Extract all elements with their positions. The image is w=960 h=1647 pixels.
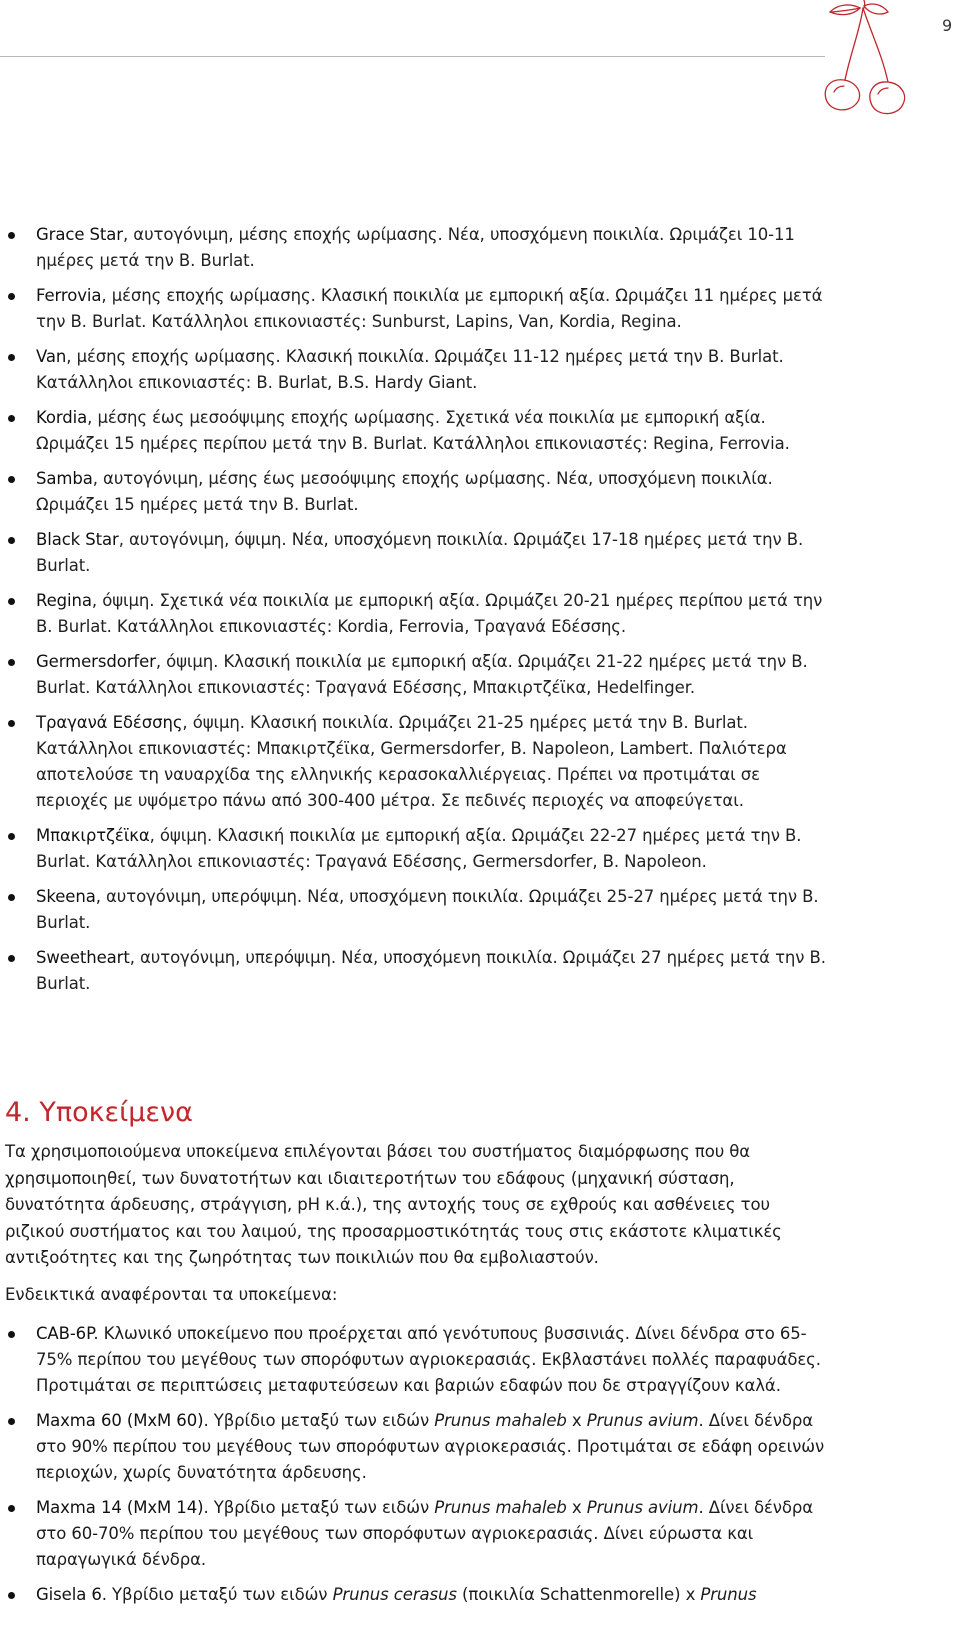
variety-desc: , αυτογόνιμη, μέσης εποχής ωρίμασης. Νέα, υποσχόμενη ποικιλία. Ωριμάζει 10-11 ημέρες μετά την B. Burlat. — [36, 225, 795, 270]
rootstock-section — [0, 1321, 836, 1617]
variety-name: Τραγανά Εδέσσης — [36, 713, 183, 732]
variety-name: Samba — [36, 469, 93, 488]
variety-desc: , μέσης έως μεσοόψιμης εποχής ωρίμασης. Σχετικά νέα ποικιλία με εμπορική αξία. Ωριμάζει 15 ημέρες περίπου μετά την B. Burlat. Κατάλληλοι επικονιαστές: Regina, Ferrovia. — [36, 408, 790, 453]
list-item — [8, 344, 836, 396]
rootstock-name: Gisela 6 — [36, 1585, 102, 1604]
section-title: 4. Υποκείμενα — [5, 1097, 193, 1128]
rootstock-desc: . Δίνει δένδρα στο 90% περίπου του μεγέθους των σπορόφυτων αγριοκερασιάς. Προτιμάται σε εδάφη ορεινών περιοχών, χωρίς δυνατότητα άρδευσης. — [36, 1411, 825, 1482]
rootstock-desc: . Υβρίδιο μεταξύ των ειδών — [203, 1498, 435, 1517]
list-item — [8, 710, 836, 814]
variety-desc: , όψιμη. Κλασική ποικιλία. Ωριμάζει 21-25 ημέρες μετά την B. Burlat. Κατάλληλοι επικονιαστές: Μπακιρτζέϊκα, Germersdorfer, B. Napoleon, Lambert. Παλιότερα αποτελούσε τη ναυαρχίδα της ελληνικής κερασοκαλλιέργειας. Πρέπει να προτιμάται σε περιοχές με υψόμετρο πάνω από 300-400 μέτρα. Σε πεδινές περιοχές να αποφεύγεται. — [36, 713, 787, 810]
variety-name: Van — [36, 347, 67, 366]
section-lead: Ενδεικτικά αναφέρονται τα υποκείμενα: — [5, 1285, 338, 1304]
list-item — [8, 1495, 836, 1573]
rootstock-desc: . Υβρίδιο μεταξύ των ειδών — [101, 1585, 333, 1604]
species-name: Prunus avium — [586, 1411, 699, 1430]
variety-desc: , μέσης εποχής ωρίμασης. Κλασική ποικιλία με εμπορική αξία. Ωριμάζει 11 ημέρες μετά την B. Burlat. Κατάλληλοι επικονιαστές: Sunburst, Lapins, Van, Kordia, Regina. — [36, 286, 823, 331]
cross-text: x — [566, 1498, 587, 1517]
list-item — [8, 283, 836, 335]
variety-desc: , αυτογόνιμη, όψιμη. Νέα, υποσχόμενη ποικιλία. Ωριμάζει 17-18 ημέρες μετά την B. Burlat. — [36, 530, 804, 575]
list-item — [8, 222, 836, 274]
rootstock-name: CAB-6P — [36, 1324, 94, 1343]
page-number: 9 — [942, 16, 953, 35]
list-item — [8, 884, 836, 936]
variety-name: Regina — [36, 591, 92, 610]
rootstock-desc: . Κλωνικό υποκείμενο που προέρχεται από γενότυπους βυσσινιάς. Δίνει δένδρα στο 65-75% περίπου του μεγέθους των σπορόφυτων αγριοκερασιάς. Εκβλαστάνει πολλές παραφυάδες. Προτιμάται σε περιπτώσεις μεταφυτεύσεων και βαριών εδαφών που δε στραγγίζουν καλά. — [36, 1324, 821, 1395]
variety-name: Grace Star — [36, 225, 123, 244]
rootstock-desc: . Υβρίδιο μεταξύ των ειδών — [203, 1411, 435, 1430]
species-name: Prunus mahaleb — [434, 1498, 567, 1517]
species-name: Prunus mahaleb — [434, 1411, 567, 1430]
variety-desc: , αυτογόνιμη, υπερόψιμη. Νέα, υποσχόμενη ποικιλία. Ωριμάζει 27 ημέρες μετά την B. Burlat. — [36, 948, 826, 993]
variety-desc: , αυτογόνιμη, υπερόψιμη. Νέα, υποσχόμενη ποικιλία. Ωριμάζει 25-27 ημέρες μετά την B. Burlat. — [36, 887, 819, 932]
list-item — [8, 1408, 836, 1486]
list-item — [8, 405, 836, 457]
variety-name: Skeena — [36, 887, 96, 906]
variety-name: Μπακιρτζέϊκα — [36, 826, 150, 845]
variety-desc: , όψιμη. Κλασική ποικιλία με εμπορική αξία. Ωριμάζει 22-27 ημέρες μετά την B. Burlat. Κατάλληλοι επικονιαστές: Τραγανά Εδέσσης, Germersdorfer, B. Napoleon. — [36, 826, 802, 871]
variety-desc: , όψιμη. Κλασική ποικιλία με εμπορική αξία. Ωριμάζει 21-22 ημέρες μετά την B. Burlat. Κατάλληλοι επικονιαστές: Τραγανά Εδέσσης, Μπακιρτζέϊκα, Hedelfinger. — [36, 652, 808, 697]
section-paragraph: Τα χρησιμοποιούμενα υποκείμενα επιλέγονται βάσει του συστήματος διαμόρφωσης που θα χρησιμοποιηθεί, των δυνατοτήτων και ιδιαιτεροτήτων του εδάφους (μηχανική σύσταση, δυνατότητα άρδευσης, στράγγιση, pH κ.ά.), της αντοχής τους σε εχθρούς και ασθένειες του ριζικού συστήματος και του λαιμού, της προσαρμοστικότητάς τους στις εκάστοτε κλιματικές αντιξοότητες και της ζωηρότητας των ποικιλιών που θα εμβολιαστούν. — [5, 1142, 782, 1267]
variety-section — [0, 222, 960, 1006]
list-item — [8, 1321, 836, 1399]
list-item — [8, 466, 836, 518]
header-rule — [0, 56, 825, 57]
variety-name: Germersdorfer — [36, 652, 156, 671]
rootstock-name: Maxma 14 (MxM 14) — [36, 1498, 204, 1517]
species-name: Prunus — [700, 1585, 757, 1604]
list-item — [8, 1582, 836, 1608]
species-name: Prunus cerasus — [332, 1585, 457, 1604]
variety-list — [0, 222, 960, 997]
cross-text: (ποικιλία Schattenmorelle) x — [456, 1585, 701, 1604]
list-item — [8, 945, 836, 997]
rootstock-list — [0, 1321, 836, 1608]
cherry-icon — [820, 0, 910, 125]
variety-name: Black Star — [36, 530, 119, 549]
variety-name: Ferrovia — [36, 286, 102, 305]
list-item — [8, 527, 836, 579]
rootstock-desc: . Δίνει δένδρα στο 60-70% περίπου του μεγέθους των σπορόφυτων αγριοκερασιάς. Δίνει εύρωστα και παραγωγικά δένδρα. — [36, 1498, 814, 1569]
cross-text: x — [566, 1411, 587, 1430]
variety-desc: , όψιμη. Σχετικά νέα ποικιλία με εμπορική αξία. Ωριμάζει 20-21 ημέρες περίπου μετά την B. Burlat. Κατάλληλοι επικονιαστές: Kordia, Ferrovia, Τραγανά Εδέσσης. — [36, 591, 823, 636]
variety-name: Kordia — [36, 408, 88, 427]
species-name: Prunus avium — [586, 1498, 699, 1517]
variety-desc: , αυτογόνιμη, μέσης έως μεσοόψιμης εποχής ωρίμασης. Νέα, υποσχόμενη ποικιλία. Ωριμάζει 15 ημέρες μετά την B. Burlat. — [36, 469, 773, 514]
list-item — [8, 823, 836, 875]
list-item — [8, 588, 836, 640]
variety-desc: , μέσης εποχής ωρίμασης. Κλασική ποικιλία. Ωριμάζει 11-12 ημέρες μετά την B. Burlat. Κατάλληλοι επικονιαστές: B. Burlat, B.S. Hardy Giant. — [36, 347, 784, 392]
list-item — [8, 649, 836, 701]
variety-name: Sweetheart — [36, 948, 130, 967]
rootstock-name: Maxma 60 (MxM 60) — [36, 1411, 204, 1430]
